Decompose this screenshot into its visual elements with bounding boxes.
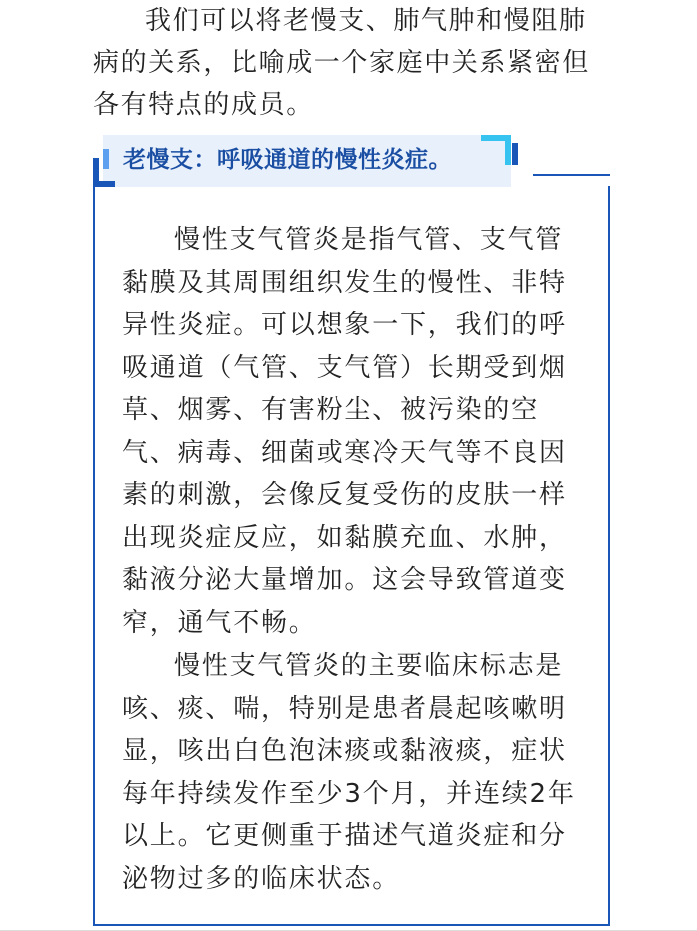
body-paragraph-2: 慢性支气管炎的主要临床标志是咳、痰、喘，特别是患者晨起咳嗽明显，咳出白色泡沫痰或黏液痰，症状每年持续发作至少3个月，并连续2年以上。它更侧重于描述气道炎症和分泌物过多的临床状态。 bbox=[122, 651, 576, 894]
section-header-tag bbox=[93, 135, 511, 187]
intro-paragraph: 我们可以将老慢支、肺气肿和慢阻肺病的关系，比喻成一个家庭中关系紧密但各有特点的成员。 bbox=[93, 6, 590, 120]
header-rule bbox=[533, 174, 610, 176]
section-title: 老慢支：呼吸通道的慢性炎症。 bbox=[123, 147, 452, 173]
corner-accent-right-bar bbox=[512, 143, 518, 165]
body-paragraph-1: 慢性支气管炎是指气管、支气管黏膜及其周围组织发生的慢性、非特异性炎症。可以想象一下，我们的呼吸通道（气管、支气管）长期受到烟草、烟雾、有害粉尘、被污染的空气、病毒、细菌或寒冷天气等不良因素的刺激，会像反复受伤的皮肤一样出现炎症反应，如黏膜充血、水肿，黏液分泌大量增加。这会导致管道变窄，通气不畅。 bbox=[122, 225, 567, 638]
corner-accent-left-bar bbox=[103, 149, 109, 169]
corner-accent-right bbox=[481, 135, 511, 165]
